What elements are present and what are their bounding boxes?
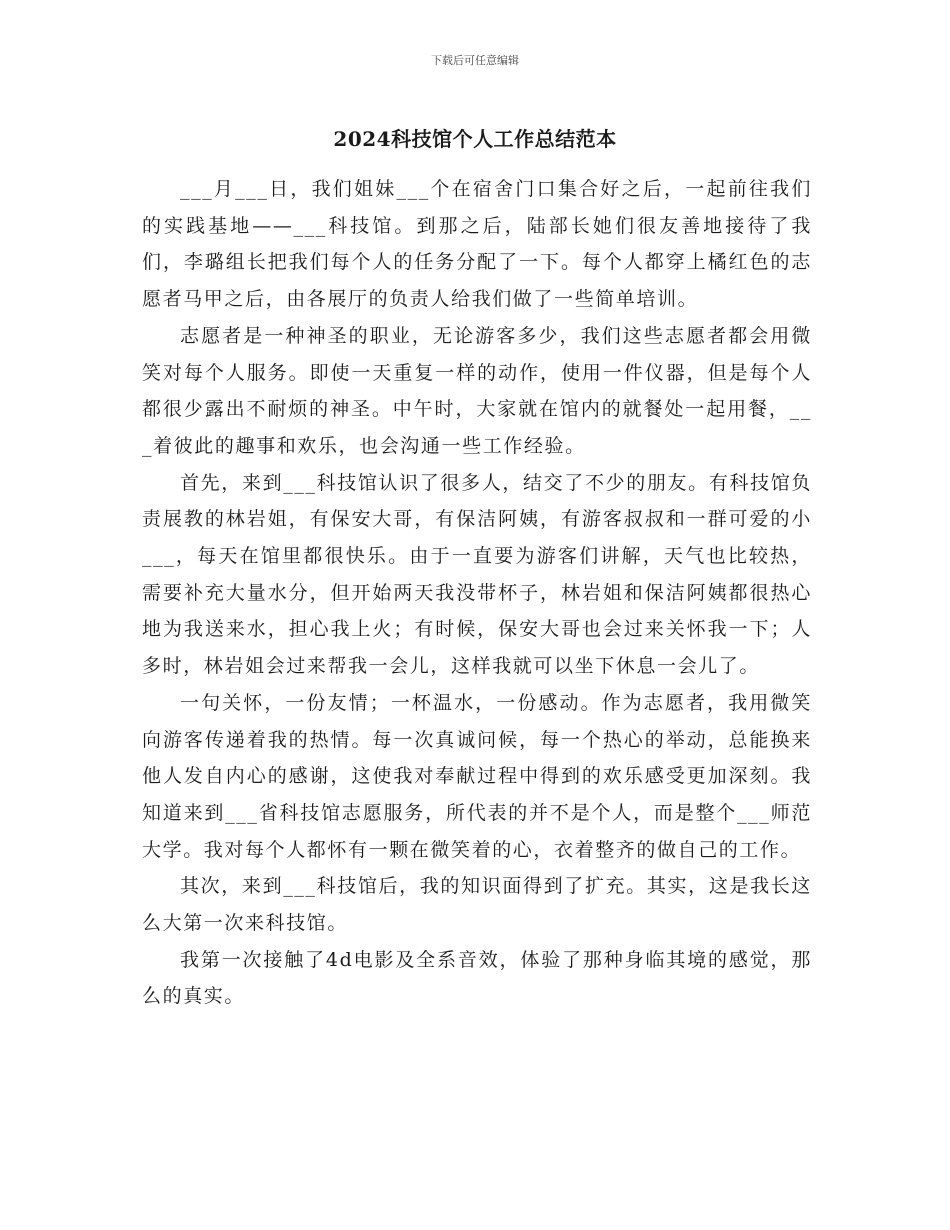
document-title: 2024科技馆个人工作总结范本 [333,127,617,151]
paragraph-1: ___月___日，我们姐妹___个在宿舍门口集合好之后，一起前往我们的实践基地——___科技馆。到那之后，陆部长她们很友善地接待了我们，李璐组长把我们每个人的任务分配了一下。每个人都穿上橘红色的志愿者马甲之后，由各展厅的负责人给我们做了一些简单培训。 [142,178,812,311]
paragraph-6: 我第一次接触了4d电影及全系音效，体验了那种身临其境的感觉，那么的真实。 [142,948,812,1008]
paragraph-5: 其次，来到___科技馆后，我的知识面得到了扩充。其实，这是我长这么大第一次来科技馆。 [142,875,812,935]
page-header-note: 下载后可任意编辑 [431,54,519,67]
paragraph-2: 志愿者是一种神圣的职业，无论游客多少，我们这些志愿者都会用微笑对每个人服务。即使一天重复一样的动作，使用一件仪器，但是每个人都很少露出不耐烦的神圣。中午时，大家就在馆内的就餐处一起用餐，___着彼此的趣事和欢乐，也会沟通一些工作经验。 [142,324,812,457]
document-body [142,171,812,1015]
paragraph-4: 一句关怀，一份友情；一杯温水，一份感动。作为志愿者，我用微笑向游客传递着我的热情。每一次真诚问候，每一个热心的举动，总能换来他人发自内心的感谢，这使我对奉献过程中得到的欢乐感受更加深刻。我知道来到___省科技馆志愿服务，所代表的并不是个人，而是整个___师范大学。我对每个人都怀有一颗在微笑着的心，衣着整齐的做自己的工作。 [142,691,812,861]
paragraph-3: 首先，来到___科技馆认识了很多人，结交了不少的朋友。有科技馆负责展教的林岩姐，有保安大哥，有保洁阿姨，有游客叔叔和一群可爱的小___，每天在馆里都很快乐。由于一直要为游客们讲解，天气也比较热，需要补充大量水分，但开始两天我没带杯子，林岩姐和保洁阿姨都很热心地为我送来水，担心我上火；有时候，保安大哥也会过来关怀我一下；人多时，林岩姐会过来帮我一会儿，这样我就可以坐下休息一会儿了。 [142,471,812,678]
